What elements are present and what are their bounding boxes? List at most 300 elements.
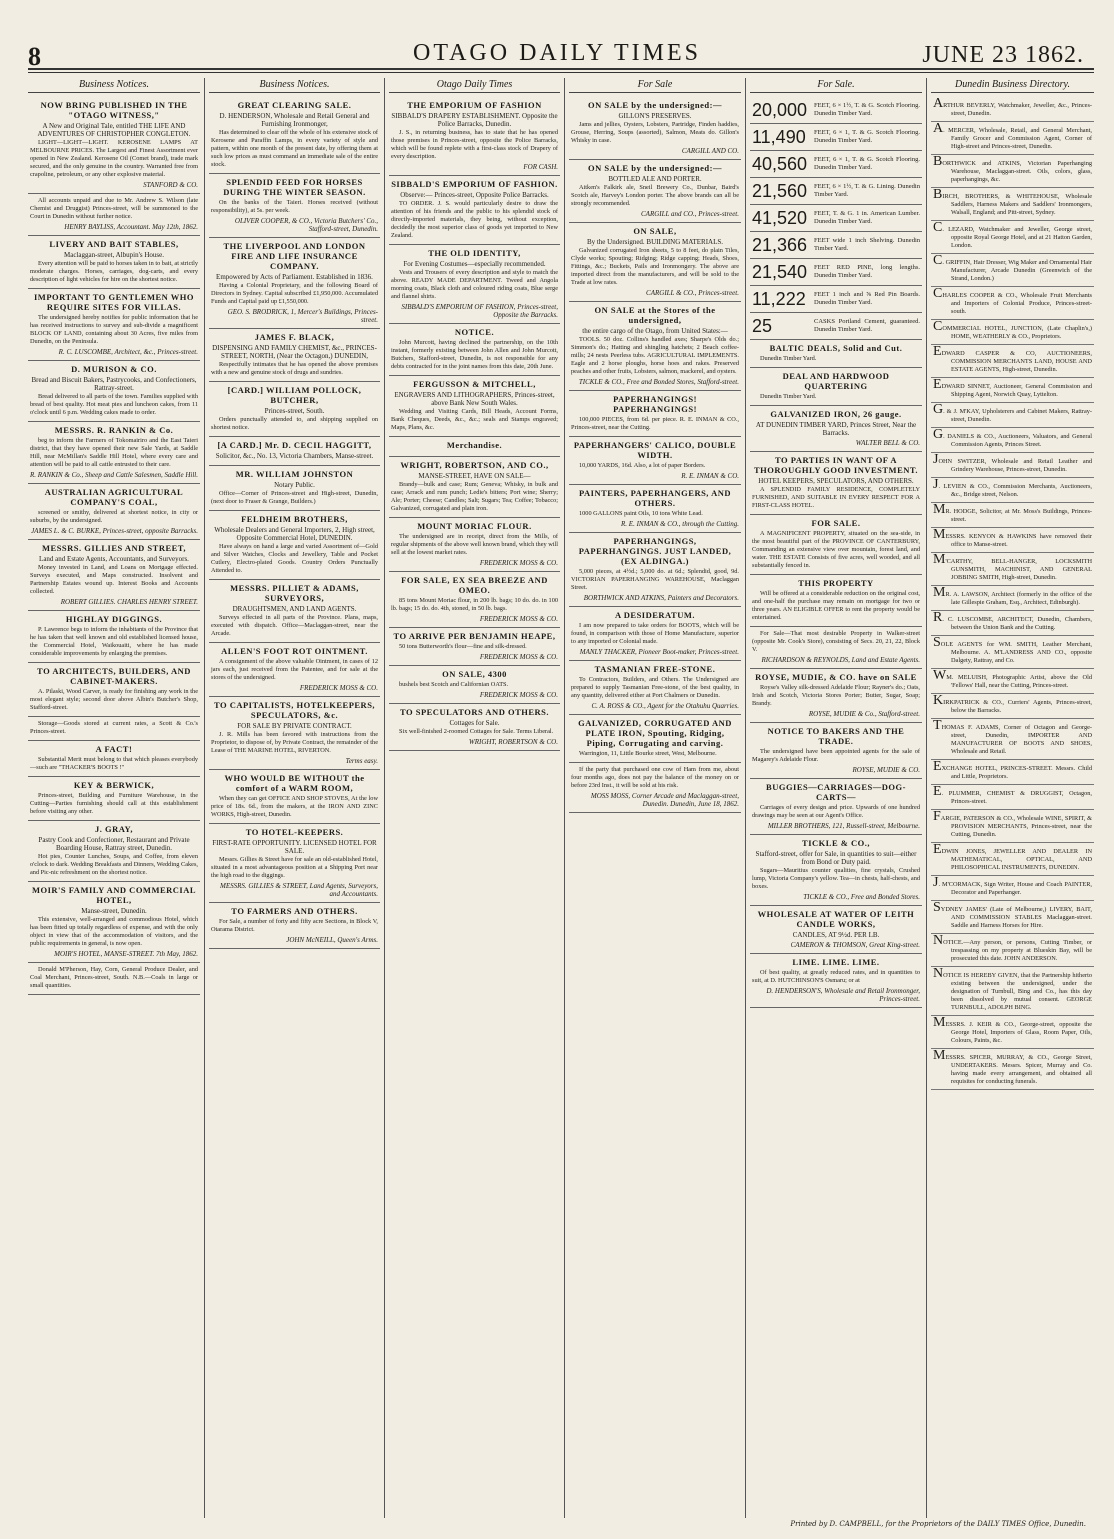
- timber-quantity: 25: [752, 316, 773, 336]
- advertisement: [389, 666, 560, 704]
- ad-title: PAINTERS, PAPERHANGERS, AND OTHERS.: [578, 488, 732, 508]
- ad-signature: MANLY THACKER, Pioneer Boot-maker, Princes-street.: [579, 648, 739, 656]
- ad-body: J. R. Mills has been favored with instructions from the Proprietor, to dispose of, by Private Contract, the remainder of the Lease of THE MARINE HOTEL, RIVERTON.: [211, 731, 378, 754]
- ad-title: LIME. LIME. LIME.: [792, 957, 880, 967]
- drop-initial: E: [933, 784, 942, 799]
- column-divider: [745, 78, 746, 1518]
- ad-body: Of best quality, at greatly reduced rates, and in quantities to suit, at D. HUTCHINSON'S Osmaru; or at: [752, 969, 920, 984]
- ad-subtitle: FIRST-RATE OPPORTUNITY. LICENSED HOTEL FOR SALE.: [212, 839, 377, 855]
- ad-title: [A CARD.] Mr. D. CECIL HAGGITT,: [217, 440, 372, 450]
- ad-signature: STANFORD & CO.: [143, 181, 198, 189]
- advertisement: [389, 437, 560, 457]
- ad-signature: R. E. INMAN & CO.: [681, 472, 739, 480]
- ad-title: ON SALE, 4300: [442, 669, 507, 679]
- ad-title: Merchandise.: [446, 440, 503, 450]
- ad-body: A. Pilaski, Wood Carver, is ready for finishing any work in the most elegant style; second door above Albin's Butcher's Shop, Stafford-street.: [30, 688, 198, 711]
- ad-body: Brandy—bulk and case; Rum; Geneva; Whisky, in bulk and case; Arrack and rum punch; Ledie's bitters; Port wine; Sherry; Ale; Porter; Cheese; Candles; Salt; Sugars; Tea; Coffee; Tobacco; Galvanized, corrugated and plain iron.: [391, 481, 558, 512]
- ad-signature: GEO. S. BRODRICK, 1, Mercer's Buildings, Princes-street.: [227, 308, 378, 324]
- ad-title: LIVERY AND BAIT STABLES,: [49, 239, 179, 249]
- column-heading: For Sale.: [750, 78, 922, 93]
- directory-text: M. MELUISH, Photographic Artist, above the Old 'Fellows' Hall, near the Cutting, Princes-street.: [946, 674, 1092, 689]
- ad-signature: WRIGHT, ROBERTSON & CO.: [468, 738, 558, 746]
- ad-signature: Terms easy.: [345, 757, 378, 765]
- drop-initial: G: [933, 427, 944, 442]
- advertisement: [28, 484, 200, 540]
- ad-subtitle: Bread and Biscuit Bakers, Pastrycooks, and Confectioners, Rattray-street.: [31, 376, 197, 392]
- masthead: [0, 0, 1114, 71]
- drop-initial: C: [933, 220, 943, 235]
- directory-entry: [931, 669, 1094, 694]
- ad-body: If the party that purchased one cow of Ham from me, about four months ago, does not pay the balance of the money on or before 23rd Inst., it will be sold at his risk.: [571, 766, 739, 789]
- directory-entry: [931, 586, 1094, 611]
- ad-subtitle: BOTTLED ALE AND PORTER.: [608, 175, 702, 183]
- ad-body: Dunedin Timber Yard.: [760, 393, 817, 400]
- drop-initial: M: [933, 502, 946, 517]
- advertisement: [569, 763, 741, 813]
- directory-text: ESSRS. J. KEIR & CO., George-street, opposite the George Hotel, Importers of Glass, Room Paper, Oils, Colours, Paints, &c.: [945, 1021, 1092, 1044]
- directory-entry: [931, 478, 1094, 503]
- timber-quantity: 21,540: [752, 262, 808, 282]
- timber-quantity: 11,490: [752, 127, 806, 147]
- ad-subtitle: Notary Public.: [274, 481, 315, 489]
- drop-initial: J: [933, 477, 939, 492]
- ad-body: Hot pies, Counter Lunches, Soups, and Coffee, from eleven o'clock to dark. Wedding Breakfasts and Dinners, Wedding Cakes, and Pic-nic refreshment on the shortest notice.: [30, 853, 198, 876]
- advertisement: [28, 717, 200, 741]
- ad-body: TOOLS. 50 doz. Collins's handled axes; Sharpe's Olds do.; Simmon's do.; Hatting and shingling hatchets; 2 Beach coffee-mills; 24 nests Peerless tubs. AGRICULTURAL IMPLEMENTS. Eagle and 2 horse ploughs, horse hoes and rakes. Preserved peaches and other fruits, Lobsters, salmon, mackerel, and oysters.: [571, 336, 739, 375]
- advertisement: [28, 821, 200, 882]
- directory-entry: [931, 254, 1094, 287]
- advertisement: [209, 903, 380, 949]
- drop-initial: M: [933, 1015, 946, 1030]
- ad-title: TICKLE & CO.,: [802, 838, 870, 848]
- ad-title: HIGHLAY DIGGINGS.: [65, 614, 163, 624]
- drop-initial: G: [933, 402, 944, 417]
- advertisement: [209, 238, 380, 329]
- ad-body: Sugars—Mauritius counter qualities, fine crystals, Crushed lump, Victoria Company's yellow. Tea—in chests, half-chests, and boxes.: [752, 867, 920, 890]
- advertisement: [389, 518, 560, 572]
- ad-body: For Sale, a number of forty and fifty acre Sections, in Block V, Otarama District.: [211, 918, 378, 933]
- timber-quantity: 41,520: [752, 208, 808, 228]
- advertisement: [750, 723, 922, 779]
- ad-body: When they can get OFFICE AND SHOP STOVES, At the low price of 18s. 6d., from the makers, at the IRON AND ZINC WORKS, High-street, Dunedin.: [211, 795, 378, 818]
- ad-body: Six well-finished 2-roomed Cottages for Sale. Terms Liberal.: [399, 728, 554, 735]
- directory-text: R. HODGE, Solicitor, at Mr. Moss's Buildings, Princes-street.: [945, 508, 1092, 523]
- advertisement: [28, 741, 200, 777]
- ad-signature: ROYSE, MUDIE & CO.: [852, 766, 920, 774]
- column-heading: Business Notices.: [209, 78, 380, 93]
- ad-signature: JOHN McNEILL, Queen's Arms.: [286, 936, 378, 944]
- ad-title: TO FARMERS AND OTHERS.: [231, 906, 358, 916]
- ad-title: MR. WILLIAM JOHNSTON: [235, 469, 354, 479]
- advertisement: [389, 324, 560, 376]
- ad-title: MOUNT MORIAC FLOUR.: [417, 521, 532, 531]
- directory-entry: [931, 785, 1094, 810]
- advertisement: [209, 580, 380, 643]
- timber-description: CASKS Portland Cement, guaranteed. Dunedin Timber Yard.: [814, 318, 920, 333]
- ad-title: GREAT CLEARING SALE.: [237, 100, 352, 110]
- ad-title: KEY & BERWICK,: [73, 780, 155, 790]
- advertisement: [389, 176, 560, 245]
- advertisement: [750, 954, 922, 1008]
- column-emporium-merchandise: [389, 78, 560, 1518]
- advertisement: [569, 485, 741, 533]
- ad-signature: MOIR'S HOTEL, MANSE-STREET. 7th May, 1862.: [54, 950, 198, 958]
- ad-body: Surveys effected in all parts of the Province. Plans, maps, executed with dispatch. Office—Maclaggan-street, near the Arcade.: [211, 614, 378, 637]
- ad-title: WRIGHT, ROBERTSON, AND CO.,: [400, 460, 549, 470]
- ad-title: MOIR'S FAMILY AND COMMERCIAL HOTEL,: [31, 885, 197, 905]
- ad-signature: CARGILL & CO., Princes-street.: [646, 289, 739, 297]
- directory-entry: [931, 636, 1094, 669]
- ad-signature: TICKLE & CO., Free and Bonded Stores.: [803, 893, 920, 901]
- ad-body: 100,000 PIECES, from 6d. per piece. R. E. INMAN & CO., Princes-street, near the Cutting.: [571, 416, 739, 431]
- drop-initial: E: [933, 344, 942, 359]
- ad-body: bushels best Scotch and Californian OATS.: [399, 681, 509, 688]
- drop-initial: B: [933, 187, 943, 202]
- timber-description: FEET, 6 × 1, T. & G. Scotch Flooring. Dunedin Timber Yard.: [814, 129, 920, 144]
- ad-title: A FACT!: [95, 744, 133, 754]
- directory-entry: [931, 1049, 1094, 1090]
- drop-initial: A: [933, 96, 944, 111]
- directory-entry: [931, 155, 1094, 188]
- directory-entry: [931, 901, 1094, 934]
- ad-body: screened or smithy, delivered at shortest notice, in city or suburbs, by the undersigned.: [30, 509, 198, 524]
- ad-subtitle: Pastry Cook and Confectioner, Restaurant and Private Boarding House, Rattray street, Dunedin.: [38, 836, 190, 852]
- directory-text: 'CARTHY, BELL-HANGER, LOCKSMITH GUNSMITH, MACHINIST, AND GENERAL JOBBING SMITH, High-street, Dunedin.: [945, 558, 1092, 581]
- directory-text: . C. LUSCOMBE, ARCHITECT, Dunedin, Chambers, between the Union Bank and the Cutting.: [942, 616, 1092, 631]
- timber-description: FEET wide 1 inch Shelving. Dunedin Timber Yard.: [814, 237, 920, 252]
- advertisement: [750, 627, 922, 669]
- ad-title: IMPORTANT TO GENTLEMEN WHO REQUIRE SITES FOR VILLAS.: [34, 292, 194, 312]
- ad-signature: CAMERON & THOMSON, Great King-street.: [790, 941, 920, 949]
- ad-title: FELDHEIM BROTHERS,: [241, 514, 348, 524]
- ad-title: ON SALE by the undersigned:—: [588, 100, 722, 110]
- ad-title: DEAL AND HARDWOOD QUARTERING: [782, 371, 890, 391]
- ad-body: On the banks of the Taieri. Horses received (without responsibility), at 5s. per week.: [211, 199, 378, 214]
- directory-entry: [931, 719, 1094, 760]
- ad-body: beg to inform the Farmers of Tokomairiro and the East Taieri district, that they have opened their new Sale Yards, at Saddle Hill, near McMillan's Saddle Hill Hotel, where every care and attention will be paid to all cattle entrusted to their care.: [30, 437, 198, 468]
- ad-body: Having a Colonial Proprietary, and the following Board of Directors in Sydney. Capital subscribed £1,950,000. Accumulated Funds and Capital paid up £1,550,000.: [211, 282, 378, 305]
- ad-body: I am now prepared to take orders for BOOTS, which will be found, in comparison with those of Home Manufacture, superior to any imported or Colonial made.: [571, 622, 739, 645]
- ad-signature: R. E. INMAN & CO., through the Cutting.: [621, 520, 739, 528]
- ad-title: THE EMPORIUM OF FASHION: [407, 100, 542, 110]
- ad-subtitle: FOR SALE BY PRIVATE CONTRACT.: [237, 722, 352, 730]
- ad-title: TO ARCHITECTS, BUILDERS, AND CABINET-MAKERS.: [37, 666, 191, 686]
- directory-entry: [931, 694, 1094, 719]
- ad-title: PAPERHANGINGS, PAPERHANGINGS. JUST LANDED, (EX ALDINGA.): [578, 536, 732, 566]
- timber-listing: [750, 232, 922, 259]
- ad-subtitle: Princes-street, South.: [264, 407, 325, 415]
- advertisement: [209, 437, 380, 466]
- ad-signature: WALTER BELL & CO.: [855, 439, 920, 447]
- directory-entry: [931, 428, 1094, 453]
- ad-body: Dunedin Timber Yard.: [760, 355, 817, 362]
- ad-signature: SIBBALD'S EMPORIUM OF FASHION, Princes-street, Opposite the Barracks.: [401, 303, 558, 319]
- ad-subtitle: ENGRAVERS AND LITHOGRAPHERS, Princes-street, above Bank New South Wales.: [394, 391, 555, 407]
- ad-body: Storage—Goods stored at current rates, a Scott & Co.'s Princes-street.: [30, 720, 198, 735]
- ad-title: NOTICE TO BAKERS AND THE TRADE.: [767, 726, 905, 746]
- advertisement: [750, 452, 922, 515]
- advertisement: [28, 882, 200, 963]
- ad-title: MESSRS. R. RANKIN & Co.: [54, 425, 174, 435]
- ad-subtitle: Wholesale Dealers and General Importers, 2, High street, Opposite Commercial Hotel, DUNEDIN.: [214, 526, 375, 542]
- advertisement: [209, 824, 380, 903]
- directory-text: R. A. LAWSON, Architect (formerly in the office of the late Gillespie Graham, Esq., Architect, Edinburgh).: [945, 591, 1092, 606]
- directory-text: . MERCER, Wholesale, Retail, and General Merchant, Family Grocer and Commission Agent, Corner of High-street and Princes-street, Dunedin.: [943, 127, 1092, 150]
- ad-subtitle: A New and Original Tale, entitled THE LIFE AND ADVENTURES OF CHRISTOPHER CONGLETON.: [37, 122, 191, 138]
- drop-initial: J: [933, 875, 939, 890]
- directory-entry: [931, 1016, 1094, 1049]
- ad-body: The undersigned have been appointed agents for the sale of Magarey's Adelaide Flour.: [752, 748, 920, 763]
- advertisement: [28, 663, 200, 717]
- column-heading: Dunedin Business Directory.: [931, 78, 1094, 93]
- ad-title: FERGUSSON & MITCHELL,: [413, 379, 536, 389]
- ad-signature: CARGILL AND CO.: [681, 147, 739, 155]
- ad-signature: R. RANKIN & Co., Sheep and Cattle Salesmen, Saddle Hill.: [30, 471, 198, 479]
- ad-body: Royse's Valley silk-dressed Adelaide Flour; Rayner's do.; Oats, Irish and Scotch, Victoria Stores Porter; Butter, Sugar, Soap; Brandy.: [752, 684, 920, 707]
- column-business-notices-1: [28, 78, 200, 1518]
- directory-text: DWIN JONES, JEWELLER AND DEALER IN MATHEMATICAL, OPTICAL, AND PHILOSOPHICAL INSTRUMENTS, DUNEDIN.: [941, 848, 1092, 871]
- directory-text: IRKPATRICK & CO., Curriers' Agents, Princes-street, below the Barracks.: [943, 699, 1092, 714]
- ad-body: Have always on hand a large and varied Assortment of—Gold and Silver Watches, Clocks and Jewellery, Table and Pocket Cutlery, Electro-plated Goods. Country Orders Punctually Attended to.: [211, 543, 378, 574]
- advertisement: [209, 643, 380, 697]
- directory-entry: [931, 221, 1094, 254]
- timber-listing: [750, 286, 922, 313]
- drop-initial: T: [933, 718, 942, 733]
- drop-initial: C: [933, 253, 943, 268]
- ad-title: THE LIVERPOOL AND LONDON FIRE AND LIFE INSURANCE COMPANY.: [223, 241, 366, 271]
- ad-body: Aitken's Falkirk ale, Sneil Brewery Co., Dunbar, Baird's Scotch ale, Harvey's London porter. The above brands can all be strongly recommended.: [571, 184, 739, 207]
- drop-initial: C: [933, 286, 943, 301]
- advertisement: [209, 329, 380, 382]
- ad-title: GALVANIZED IRON, 26 gauge.: [770, 409, 902, 419]
- timber-description: FEET, 6 × 1½, T. & G. Scotch Flooring. Dunedin Timber Yard.: [814, 102, 920, 117]
- ad-body: Orders punctually attended to, and shipping supplied on shortest notice.: [211, 416, 378, 431]
- ad-body: Donald M'Pherson, Hay, Corn, General Produce Dealer, and Coal Merchant, Princes-street, South. N.B.—Coals in large or small quantities.: [30, 966, 198, 989]
- advertisement: [750, 515, 922, 575]
- advertisement: [28, 540, 200, 611]
- timber-description: FEET, T. & G. 1 in. American Lumber. Dunedin Timber Yard.: [814, 210, 920, 225]
- ad-body: 50 tons Butterworth's flour—fine and silk-dressed.: [399, 643, 527, 650]
- ad-body: Office—Corner of Princes-street and High-street, Dunedin, (next door to Fraser & Grange, Builders.): [211, 490, 378, 505]
- ad-body: 1000 GALLONS paint Oils, 10 tons White Lead.: [579, 510, 703, 517]
- ad-body: Warrington, 11, Little Bourke street, West, Melbourne.: [579, 750, 717, 757]
- ad-body: TO ORDER. J. S. would particularly desire to draw the attention of his friends and the public to his splendid stock of directly-imported materials, they being, without exception, decidedly the most superior class of goods yet imported to New Zealand.: [391, 200, 558, 239]
- column-heading: Otago Daily Times: [389, 78, 560, 93]
- ad-body: Respectfully intimates that he has opened the above premises with a new and genuine stock of drugs and sundries.: [211, 361, 378, 376]
- ad-title: SPLENDID FEED FOR HORSES DURING THE WINTER SEASON.: [223, 177, 366, 197]
- advertisement: [750, 669, 922, 723]
- advertisement: [389, 572, 560, 628]
- ad-body: P. Lawrence begs to inform the inhabitants of the Province that he has taken that well known and old established licensed house, the Commercial Hotel, Waikouaiti, where he has made considerable improvements by enlarging the premises.: [30, 626, 198, 657]
- ad-title: GALVANIZED, CORRUGATED AND PLATE IRON, Spouting, Ridging, Piping, Corrugating and carving.: [578, 718, 732, 748]
- ad-title: FOR SALE, EX SEA BREEZE AND OMEO.: [401, 575, 548, 595]
- ad-signature: MILLER BROTHERS, 121, Russell-street, Melbourne.: [767, 822, 920, 830]
- ad-subtitle: Observe:— Princes-street, Opposite Police Barracks.: [400, 191, 549, 199]
- ad-signature: R. C. LUSCOMBE, Architect, &c., Princes-street.: [58, 348, 198, 356]
- advertisement: [389, 376, 560, 437]
- directory-entry: [931, 188, 1094, 221]
- ad-subtitle: Maclaggan-street, Albupin's House.: [63, 251, 165, 259]
- ad-title: WHOLESALE AT WATER OF LEITH CANDLE WORKS,: [757, 909, 915, 929]
- ad-body: Jams and jellies, Oysters, Lobsters, Partridge, Finden haddies, Grouse, Herring, Soups (assorted), Salmon, Meats do. Gillon's Whisky in case.: [571, 121, 739, 144]
- timber-quantity: 21,560: [752, 181, 808, 201]
- ad-signature: FOR CASH.: [523, 163, 558, 171]
- ad-signature: MESSRS. GILLIES & STREET, Land Agents, Surveyors, and Accountants.: [219, 882, 378, 898]
- ad-subtitle: Manse-street, Dunedin.: [81, 907, 147, 915]
- ad-signature: MOSS MOSS, Corner Arcade and Maclaggan-street, Dunedin. Dunedin, June 18, 1862.: [590, 792, 739, 808]
- ad-signature: TICKLE & CO., Free and Bonded Stores, Stafford-street.: [578, 378, 739, 386]
- ad-subtitle: HOTEL KEEPERS, SPECULATORS, AND OTHERS.: [758, 477, 914, 485]
- directory-text: DWARD SINNET, Auctioneer, General Commission and Shipping Agent, Norwich Quay, Lyttelton.: [941, 383, 1092, 398]
- ad-signature: D. HENDERSON'S, Wholesale and Retail Ironmonger, Princes-street.: [766, 987, 920, 1003]
- ad-title: TO CAPITALISTS, HOTELKEEPERS, SPECULATORS, &c.: [213, 700, 376, 720]
- advertisement: [569, 715, 741, 763]
- advertisement: [28, 422, 200, 484]
- ad-signature: C. A. ROSS & CO., Agent for the Otahuhu Quarries.: [591, 702, 739, 710]
- ad-title: [CARD.] WILLIAM POLLOCK, BUTCHER,: [227, 385, 362, 405]
- timber-description: FEET RED PINE, long lengths. Dunedin Timber Yard.: [814, 264, 920, 279]
- ad-body: The undersigned are in receipt, direct from the Mills, of regular shipments of the above well known brand, which they will sell at the lowest market rates.: [391, 533, 559, 556]
- drop-initial: E: [933, 759, 942, 774]
- ad-signature: FREDERICK MOSS & CO.: [479, 653, 558, 661]
- advertisement: [28, 289, 200, 361]
- directory-text: XCHANGE HOTEL, PRINCES-STREET. Messrs. Child and Little, Proprietors.: [941, 765, 1092, 780]
- advertisement: [389, 628, 560, 666]
- advertisement: [209, 770, 380, 824]
- timber-quantity: 20,000: [752, 100, 808, 120]
- drop-initial: A: [933, 121, 944, 136]
- directory-text: . & J. M'KAY, Upholsterers and Cabinet Makers, Rattray-street, Dunedin.: [943, 408, 1092, 423]
- directory-entry: [931, 503, 1094, 528]
- ad-signature: FREDERICK MOSS & CO.: [299, 684, 378, 692]
- ad-title: BALTIC DEALS, Solid and Cut.: [769, 343, 903, 353]
- ad-title: TO SPECULATORS AND OTHERS.: [399, 707, 550, 717]
- advertisement: [569, 437, 741, 485]
- timber-listing: [750, 205, 922, 232]
- ad-title: TO PARTIES IN WANT OF A THOROUGHLY GOOD INVESTMENT.: [753, 455, 919, 475]
- directory-text: . LEVIEN & CO., Commission Merchants, Auctioneers, &c., Bridge street, Nelson.: [938, 483, 1092, 498]
- column-heading: Business Notices.: [28, 78, 200, 93]
- ad-body: A SPLENDID FAMILY RESIDENCE, COMPLETELY FURNISHED, AND SUITABLE IN EVERY RESPECT FOR A FIRST-CLASS HOTEL.: [752, 486, 920, 509]
- advertisement: [750, 575, 922, 627]
- ad-title: ON SALE by the undersigned:—: [588, 163, 722, 173]
- advertisement: [28, 194, 200, 236]
- page-number: 8: [28, 42, 41, 71]
- advertisement: [28, 236, 200, 289]
- ad-body: This extensive, well-arranged and commodious Hotel, which has been fitted up totally regardless of expense, and with the only object in view that of the accommodation of visitors, and the public requirements in general, is now open.: [30, 916, 198, 947]
- ad-body: A MAGNIFICENT PROPERTY, situated on the sea-side, in the most beautiful part of the PROVINCE OF CANTERBURY, Commanding an extensive view over mountain, forest land, and water. THE ESTATE Consists of five acres, well wooded, and all substantially fenced in.: [752, 530, 920, 569]
- column-divider: [204, 78, 205, 1518]
- directory-text: ESSRS. KENYON & HAWKINS have removed their office to Manse-street.: [945, 533, 1092, 548]
- ad-signature: OLIVER COOPER, & CO., Victoria Butchers' Co., Stafford-street, Dunedin.: [234, 217, 378, 233]
- ad-title: ROYSE, MUDIE, & CO. have on SALE: [755, 672, 917, 682]
- ad-body: A consignment of the above valuable Ointment, in cases of 12 jars each, just received from the Patentee, and for sale at the stores of the undersigned.: [211, 658, 378, 681]
- timber-description: FEET, 6 × 1½, T. & G. Lining. Dunedin Timber Yard.: [814, 183, 920, 198]
- ad-body: Has determined to clear off the whole of his extensive stock of Kerosene and Paraffin Lamps, in every variety of style and pattern, within one month of the present date, by offering them at such low prices as must command an immediate sale of the entire stock.: [211, 129, 378, 168]
- directory-text: OTICE.—Any person, or persons, Cutting Timber, or trespassing on my property at Blueskin Bay, will be prosecuted this date. JOHN ANDERSON.: [943, 939, 1092, 962]
- paper-title: OTAGO DAILY TIMES: [413, 40, 701, 66]
- drop-initial: K: [933, 693, 944, 708]
- ad-title: THE OLD IDENTITY,: [428, 248, 521, 258]
- advertisement: [389, 704, 560, 751]
- ad-title: ON SALE,: [633, 226, 677, 236]
- directory-text: OLE AGENTS for WM. SMITH, Leather Merchant, Melbourne. A. M'LANDRESS AND CO., opposite Dalgety, Rattray, and Co.: [940, 641, 1092, 664]
- ad-body: The undersigned hereby notifies for public information that he has received instructions to survey and sub-divide a magnificent BLOCK OF LAND, containing about 30 Acres, five miles from Dunedin, on the Peninsula.: [30, 314, 198, 345]
- ad-body: All accounts unpaid and due to Mr. Andrew S. Wilson (late Chemist and Druggist) Princes-street, will be summoned to the Court in Dunedin without further notice.: [30, 197, 198, 220]
- advertisement: [569, 97, 741, 160]
- ad-signature: CARGILL and CO., Princes-street.: [641, 210, 739, 218]
- ad-subtitle: Cottages for Sale.: [449, 719, 500, 727]
- directory-text: IRCH, BROTHERS, & WHITEHOUSE, Wholesale Saddlers, Harness Makers and Saddlers' Ironmongers, Walsall, England; and Pitt-street, Sydney.: [942, 193, 1092, 216]
- ad-subtitle: SIBBALD'S DRAPERY ESTABLISHMENT. Opposite the Police Barracks, Dunedin.: [391, 112, 558, 128]
- advertisement: [209, 466, 380, 511]
- ad-signature: RICHARDSON & REYNOLDS, Land and Estate Agents.: [761, 656, 920, 664]
- directory-entry: [931, 528, 1094, 553]
- ad-subtitle: By the Undersigned. BUILDING MATERIALS.: [586, 238, 724, 246]
- ad-title: PAPERHANGERS' CALICO, DOUBLE WIDTH.: [573, 440, 737, 460]
- directory-entry: [931, 453, 1094, 478]
- directory-text: OTICE IS HEREBY GIVEN, that the Partnership hitherto existing between the undersigned, under the designation of Turnbull, Bing and Co., has this day been dissolved by mutual consent. GEORGE TURNBULL, ADOLPH BING.: [943, 972, 1092, 1011]
- ad-subtitle: CANDLES, AT 9½d. PER LB.: [792, 931, 880, 939]
- advertisement: [209, 97, 380, 174]
- advertisement: [28, 611, 200, 663]
- ad-title: BUGGIES—CARRIAGES—DOG-CARTS—: [766, 782, 906, 802]
- directory-text: OMMERCIAL HOTEL, JUNCTION, (Late Chaplin's,) HOME, WEATHERLY & CO., Proprietors.: [942, 325, 1092, 340]
- ad-subtitle: Land and Estate Agents, Accountants, and Surveyors.: [39, 555, 189, 563]
- timber-listing: [750, 259, 922, 286]
- ad-body: To Contractors, Builders, and Others. The Undersigned are prepared to supply Tasmanian Free-stone, of the best quality, in any quantity, delivered either at Port Chalmers or Dunedin.: [571, 676, 739, 699]
- ad-title: THIS PROPERTY: [798, 578, 874, 588]
- ad-body: Princes-street, Building and Furniture Warehouse, in the Cutting—Parties furnishing should call at this establishment before visiting any other.: [30, 792, 198, 815]
- timber-description: FEET, 6 × 1, T. & G. Scotch Flooring. Dunedin Timber Yard.: [814, 156, 920, 171]
- directory-entry: [931, 611, 1094, 636]
- column-divider: [564, 78, 565, 1518]
- directory-entry: [931, 345, 1094, 378]
- drop-initial: E: [933, 842, 942, 857]
- advertisement: [389, 245, 560, 324]
- directory-entry: [931, 553, 1094, 586]
- ad-body: Vests and Trousers of every description and style to match the above. READY MADE DEPARTMENT. Tweed and Angola morning coats, Black cloth and coloured riding coats, Blue serge and flannel shirts.: [391, 269, 558, 300]
- ad-title: ALLEN'S FOOT ROT OINTMENT.: [221, 646, 368, 656]
- directory-entry: [931, 378, 1094, 403]
- ad-body: Every attention will be paid to horses taken in to bait, at strictly moderate charges. Horses, carriages, dog-carts, and every description of light vehicles for hire on the shortest notice.: [30, 260, 199, 283]
- ad-subtitle: For Evening Costumes—especially recommended.: [403, 260, 546, 268]
- directory-text: . DANIELS & CO., Auctioneers, Valuators, and General Commission Agents, Princes Street.: [943, 433, 1092, 448]
- ad-subtitle: Stafford-street, offer for Sale, in quantities to suit—either from Bond or Duty paid.: [755, 850, 917, 866]
- advertisement: [28, 361, 200, 422]
- directory-text: HOMAS F. ADAMS, Corner of Octagon and George-street, Dunedin, IMPORTER AND MANUFACTURER OF BOOTS AND SHOES, Wholesale and Retail.: [941, 724, 1092, 755]
- directory-entry: [931, 122, 1094, 155]
- drop-initial: N: [933, 966, 944, 981]
- drop-initial: B: [933, 154, 943, 169]
- ad-subtitle: DRAUGHTSMEN, AND LAND AGENTS.: [232, 605, 357, 613]
- ad-body: Messrs. Gillies & Street have for sale an old-established Hotel, situated in a most advantageous position at a Shipping Port near the high road to the diggings.: [211, 856, 378, 879]
- ad-title: NOW BRING PUBLISHED IN THE "OTAGO WITNESS,": [40, 100, 188, 120]
- drop-initial: N: [933, 933, 944, 948]
- column-for-sale-2: [750, 78, 922, 1518]
- directory-text: HARLES COOPER & CO., Wholesale Fruit Merchants and Importers of Colonial Produce, Princes-street-south.: [942, 292, 1092, 315]
- ad-subtitle: Empowered by Acts of Parliament. Established in 1836.: [216, 273, 373, 281]
- drop-initial: S: [933, 635, 941, 650]
- ad-signature: HENRY BAYLISS, Accountant. May 12th, 1862.: [64, 223, 198, 231]
- directory-text: RTHUR BEVERLY, Watchmaker, Jeweller, &c., Princes-street, Dunedin.: [943, 102, 1092, 117]
- directory-text: . LEZARD, Watchmaker and Jeweller, George street, opposite Royal George Hotel, and at 21 Hatton Garden, London.: [942, 226, 1092, 249]
- directory-text: ESSRS. SPICER, MURRAY, & CO., George Street, UNDERTAKERS. Messrs. Spicer, Murray and Co. having made every arrangement, and obtained all requisites for conducting funerals.: [945, 1054, 1092, 1085]
- ad-subtitle: the entire cargo of the Otago, from United States:—: [582, 327, 728, 335]
- ad-body: Substantial Merit must belong to that which pleases everybody—such are "THACKER'S BOOTS !": [30, 756, 198, 771]
- ad-signature: FREDERICK MOSS & CO.: [479, 691, 558, 699]
- drop-initial: F: [933, 809, 941, 824]
